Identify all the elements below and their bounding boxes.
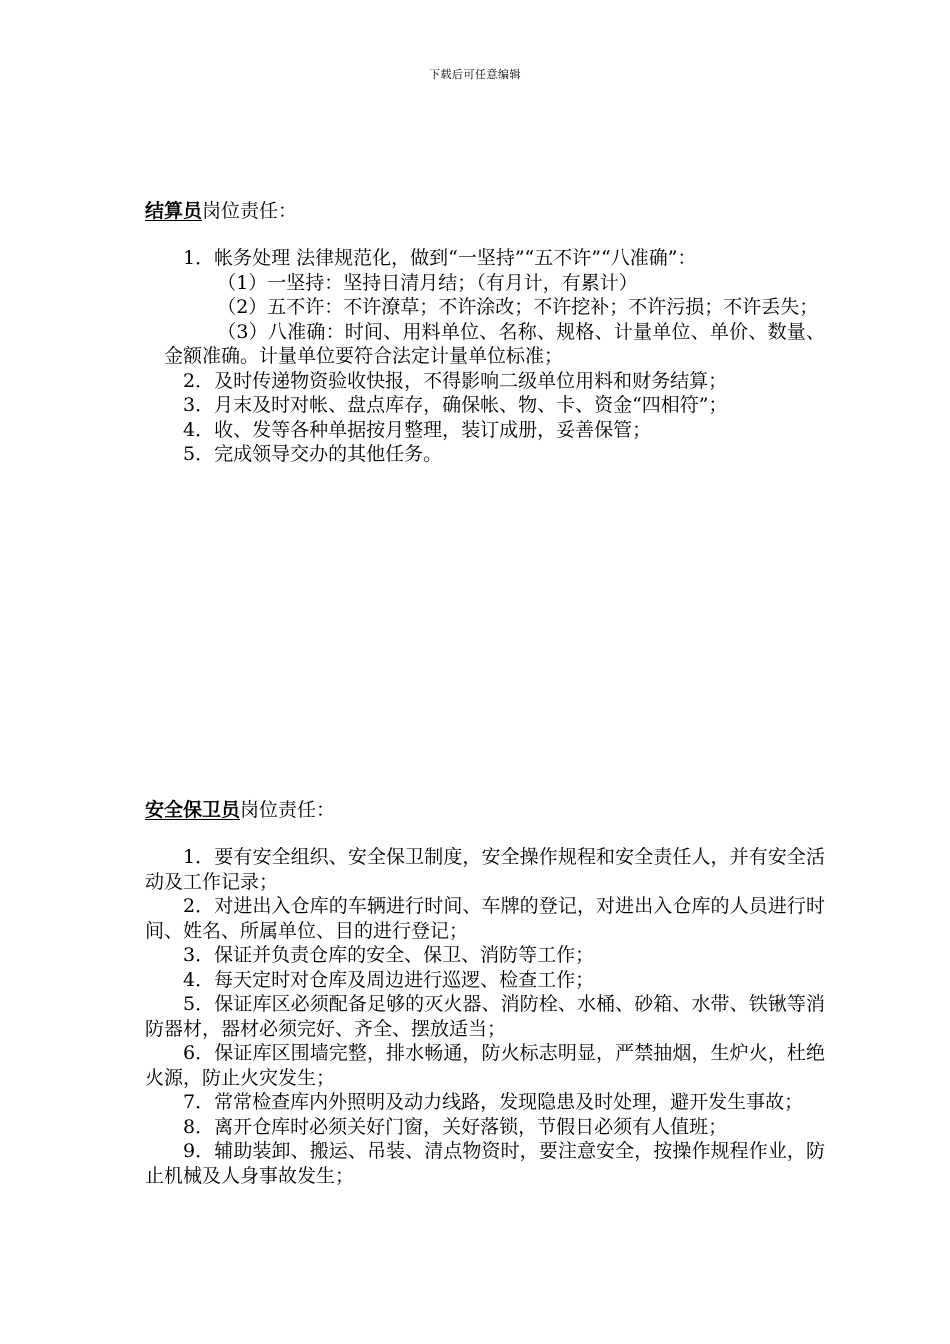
duty-subitem: （2）五不许：不许潦草；不许涂改；不许挖补；不许污损；不许丢失； (217, 296, 819, 318)
duty-item: 3．保证并负责仓库的安全、保卫、消防等工作； (183, 944, 595, 966)
section-title (145, 199, 825, 223)
duty-item: 7．常常检查库内外照明及动力线路，发现隐患及时处理，避开发生事故； (183, 1091, 804, 1113)
header-note: 下载后可任意编辑 (429, 68, 521, 81)
duty-item: 6．保证库区围墙完整，排水畅通，防火标志明显，严禁抽烟，生炉火，杜绝火源，防止火灾发生； (145, 1042, 825, 1089)
title-suffix: 岗位责任： (240, 799, 336, 821)
duty-item: 5．保证库区必须配备足够的灭火器、消防栓、水桶、砂箱、水带、铁锹等消防器材，器材必须完好、齐全、摆放适当； (145, 993, 825, 1040)
duty-item: 8．离开仓库时必须关好门窗，关好落锁，节假日必须有人值班； (183, 1115, 728, 1138)
duty-item: 9．辅助装卸、搬运、吊装、清点物资时，要注意安全，按操作规程作业，防止机械及人身事故发生； (145, 1140, 825, 1187)
duty-item: 2．对进出入仓库的车辆进行时间、车牌的登记，对进出入仓库的人员进行时间、姓名、所属单位、目的进行登记； (145, 895, 825, 942)
duty-subitem: （1）一坚持：坚持日清月结；（有月计，有累计） (217, 271, 638, 294)
role-name: 安全保卫员 (145, 799, 241, 821)
duty-subitem: （3）八准确：时间、用料单位、名称、规格、计量单位、单价、数量、金额准确。计量单位要符合法定计量单位标准； (164, 320, 825, 367)
title-suffix: 岗位责任： (202, 200, 298, 222)
duty-item: 5．完成领导交办的其他任务。 (183, 443, 443, 465)
duty-item: 4．收、发等各种单据按月整理，装订成册，妥善保管； (183, 418, 652, 441)
duty-item: 1．帐务处理 法律规范化，做到“一坚持”“五不许”“八准确”： (183, 247, 697, 269)
duty-item: 2．及时传递物资验收快报，不得影响二级单位用料和财务结算； (183, 369, 728, 392)
duty-item: 1．要有安全组织、安全保卫制度，安全操作规程和安全责任人，并有安全活动及工作记录； (145, 846, 825, 893)
section-settlement-clerk (145, 199, 825, 467)
role-name: 结算员 (145, 200, 203, 222)
duty-item: 4．每天定时对仓库及周边进行巡逻、检查工作； (183, 968, 595, 991)
duty-list (145, 246, 825, 467)
section-security-guard (145, 798, 825, 1188)
section-title (145, 798, 825, 822)
duty-list (145, 845, 825, 1188)
duty-item: 3．月末及时对帐、盘点库存，确保帐、物、卡、资金“四相符”； (183, 394, 728, 416)
